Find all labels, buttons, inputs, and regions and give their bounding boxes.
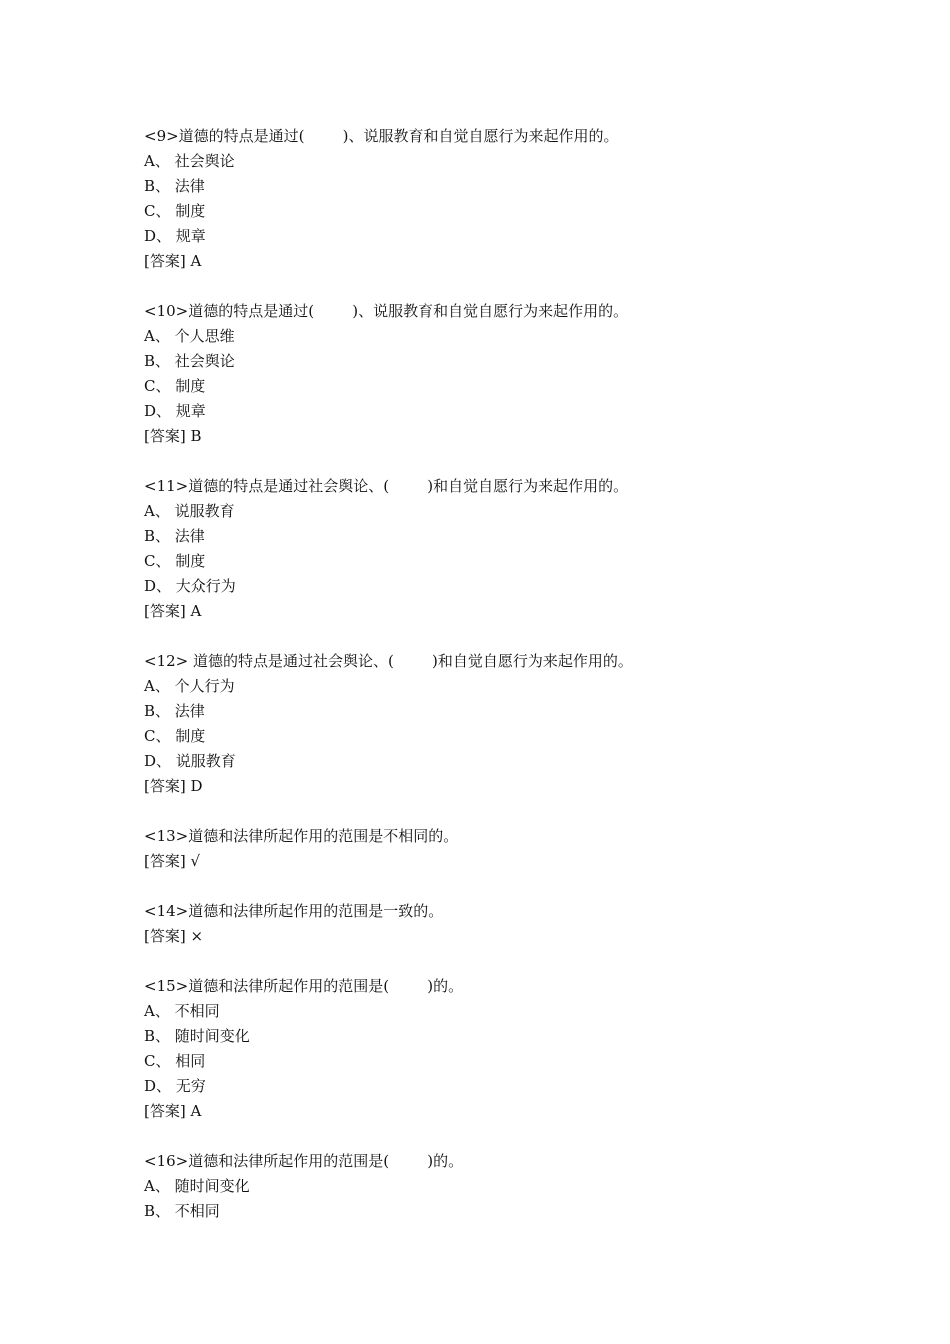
answer-option: C、 制度: [144, 727, 206, 745]
answer-option: B、 不相同: [144, 1202, 220, 1220]
answer-option: D、 规章: [144, 227, 206, 245]
question-block: [144, 899, 864, 949]
answer-option: D、 规章: [144, 402, 206, 420]
answer-key: [答案] A: [144, 252, 202, 270]
answer-option: A、 社会舆论: [144, 152, 235, 170]
answer-option: C、 制度: [144, 202, 206, 220]
answer-key: [答案] ×: [144, 927, 204, 945]
answer-option: A、 个人行为: [144, 677, 235, 695]
question-block: [144, 974, 864, 1124]
answer-option: A、 个人思维: [144, 327, 235, 345]
question-stem: <9>道德的特点是通过( )、说服教育和自觉自愿行为来起作用的。: [144, 127, 619, 145]
document-body: [144, 124, 864, 1249]
answer-key: [答案] B: [144, 427, 202, 445]
question-stem: <13>道德和法律所起作用的范围是不相同的。: [144, 827, 459, 845]
question-block: [144, 1149, 864, 1224]
question-stem: <10>道德的特点是通过( )、说服教育和自觉自愿行为来起作用的。: [144, 302, 629, 320]
question-block: [144, 124, 864, 274]
answer-option: D、 无穷: [144, 1077, 206, 1095]
question-stem: <14>道德和法律所起作用的范围是一致的。: [144, 902, 444, 920]
answer-option: B、 社会舆论: [144, 352, 235, 370]
answer-key: [答案] A: [144, 602, 202, 620]
answer-option: D、 大众行为: [144, 577, 236, 595]
question-stem: <12> 道德的特点是通过社会舆论、( )和自觉自愿行为来起作用的。: [144, 652, 633, 670]
answer-option: D、 说服教育: [144, 752, 236, 770]
question-block: [144, 649, 864, 799]
answer-option: B、 法律: [144, 702, 205, 720]
answer-option: B、 法律: [144, 177, 205, 195]
answer-option: C、 制度: [144, 377, 206, 395]
answer-option: B、 随时间变化: [144, 1027, 250, 1045]
question-stem: <15>道德和法律所起作用的范围是( )的。: [144, 977, 464, 995]
answer-key: [答案] D: [144, 777, 203, 795]
question-block: [144, 299, 864, 449]
question-block: [144, 824, 864, 874]
answer-option: A、 说服教育: [144, 502, 235, 520]
answer-option: C、 相同: [144, 1052, 206, 1070]
answer-key: [答案] A: [144, 1102, 202, 1120]
question-stem: <11>道德的特点是通过社会舆论、( )和自觉自愿行为来起作用的。: [144, 477, 629, 495]
answer-key: [答案] √: [144, 852, 201, 870]
question-block: [144, 474, 864, 624]
answer-option: A、 随时间变化: [144, 1177, 250, 1195]
answer-option: C、 制度: [144, 552, 206, 570]
question-stem: <16>道德和法律所起作用的范围是( )的。: [144, 1152, 464, 1170]
answer-option: B、 法律: [144, 527, 205, 545]
answer-option: A、 不相同: [144, 1002, 220, 1020]
